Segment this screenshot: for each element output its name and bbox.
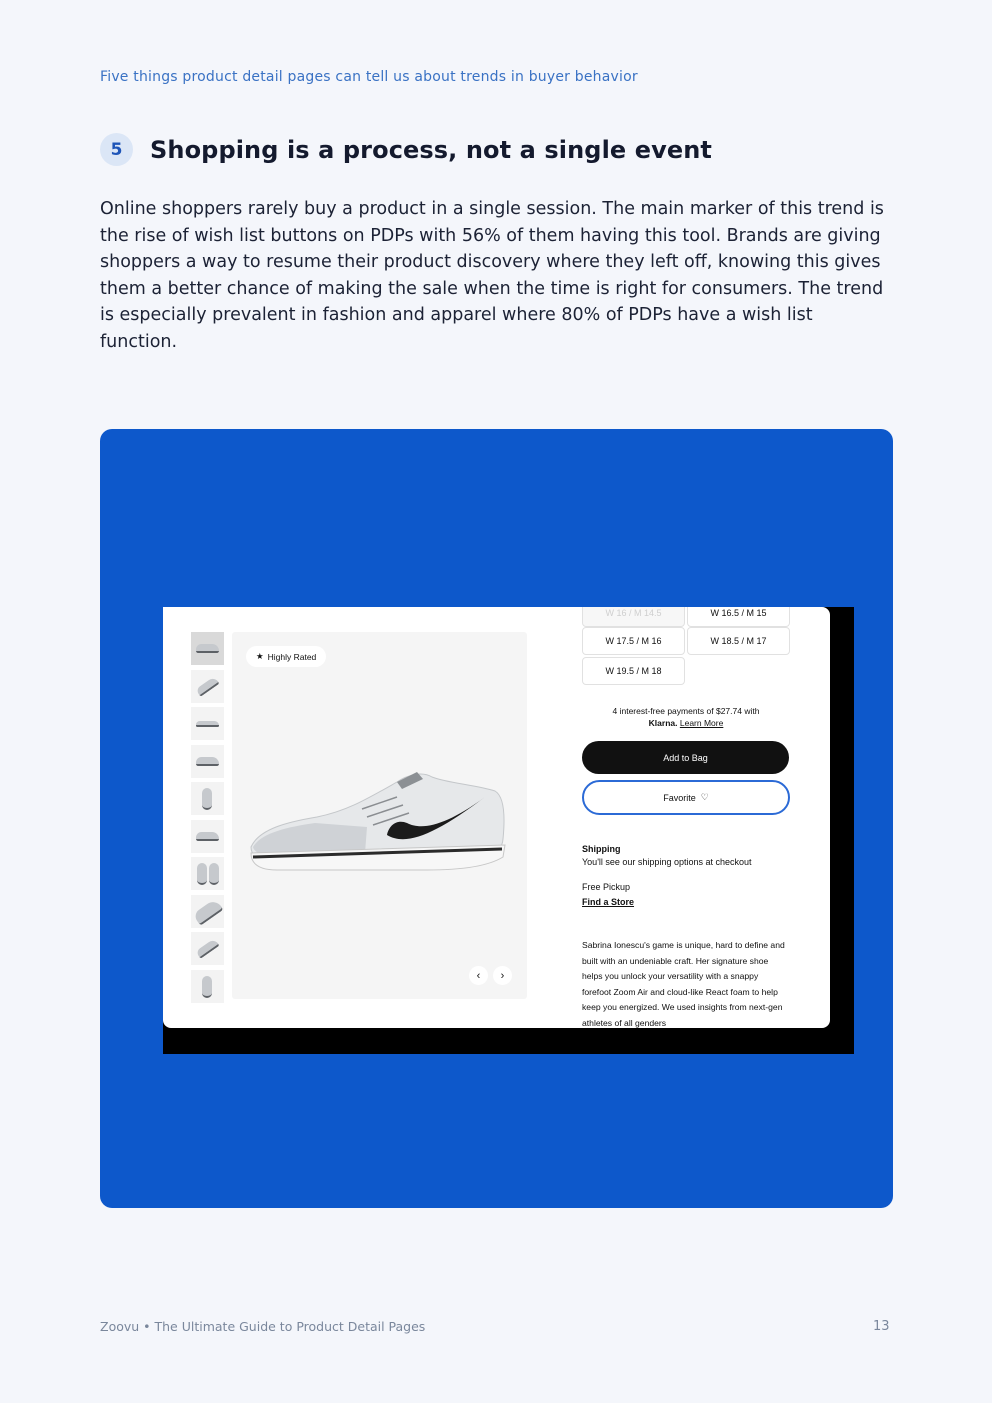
favorite-button[interactable] xyxy=(582,780,790,815)
shipping-text: You'll see our shipping options at checkout xyxy=(582,857,752,867)
next-image-button[interactable] xyxy=(493,966,512,985)
page-number: 13 xyxy=(873,1319,890,1334)
thumbnail-3[interactable] xyxy=(191,707,224,740)
shipping-heading: Shipping xyxy=(582,844,621,854)
highly-rated-badge xyxy=(246,646,326,667)
prev-image-button[interactable] xyxy=(469,966,488,985)
find-store-link[interactable]: Find a Store xyxy=(582,897,635,907)
chevron-left-icon: ‹ xyxy=(476,969,481,982)
star-icon: ★ xyxy=(256,651,264,661)
klarna-payment-note xyxy=(582,705,790,729)
footer-title: Zoovu • The Ultimate Guide to Product Detail Pages xyxy=(100,1319,426,1334)
thumbnail-4[interactable] xyxy=(191,745,224,778)
thumbnail-9[interactable] xyxy=(191,932,224,965)
section-body-text: Online shoppers rarely buy a product in a single session. The main marker of this trend is the rise of wish list buttons on PDPs with 56% of them having this tool. Brands are giving shoppers a way to resume their product discovery where they left off, knowing this gives them a better chance of making the sale when the time is right for consumers. The trend is especially prevalent in fashion and apparel where 80% of PDPs have a wish list function. xyxy=(100,199,884,352)
size-option-4[interactable]: W 19.5 / M 18 xyxy=(582,657,685,685)
section-title: Shopping is a process, not a single event xyxy=(150,136,712,164)
klarna-brand: Klarna. xyxy=(648,718,678,728)
thumbnail-7[interactable] xyxy=(191,857,224,890)
product-description: Sabrina Ionescu's game is unique, hard to define and built with an undeniable craft. Her signature shoe helps you unlock your versatility with a snappy forefoot Zoom Air and cloud-like React foam to help keep you energized. We used insights from next-gen athletes of all genders xyxy=(582,940,785,1028)
product-page-screenshot xyxy=(163,607,830,1028)
size-option-0[interactable]: W 16 / M 14.5 xyxy=(582,607,685,627)
sneaker-image xyxy=(247,767,512,877)
thumbnail-strip xyxy=(191,632,224,1007)
thumbnail-6[interactable] xyxy=(191,820,224,853)
thumbnail-8[interactable] xyxy=(191,895,224,928)
heart-icon: ♡ xyxy=(700,792,709,802)
section-number-badge: 5 xyxy=(100,133,133,166)
add-to-bag-button[interactable]: Add to Bag xyxy=(582,741,789,774)
highly-rated-label: Highly Rated xyxy=(267,651,317,662)
thumbnail-10[interactable] xyxy=(191,970,224,1003)
learn-more-link[interactable]: Learn More xyxy=(679,718,724,728)
chevron-right-icon: › xyxy=(500,969,505,982)
favorite-label: Favorite xyxy=(663,792,696,803)
klarna-text: 4 interest-free payments of $27.74 with xyxy=(612,706,760,716)
running-header: Five things product detail pages can tell us about trends in buyer behavior xyxy=(100,69,638,85)
free-pickup-label: Free Pickup xyxy=(582,882,631,892)
thumbnail-1[interactable] xyxy=(191,632,224,665)
illustration-panel xyxy=(100,429,893,1208)
size-option-1[interactable]: W 16.5 / M 15 xyxy=(687,607,790,627)
size-option-2[interactable]: W 17.5 / M 16 xyxy=(582,627,685,655)
thumbnail-5[interactable] xyxy=(191,782,224,815)
main-product-image xyxy=(232,632,527,999)
size-option-3[interactable]: W 18.5 / M 17 xyxy=(687,627,790,655)
thumbnail-2[interactable] xyxy=(191,670,224,703)
